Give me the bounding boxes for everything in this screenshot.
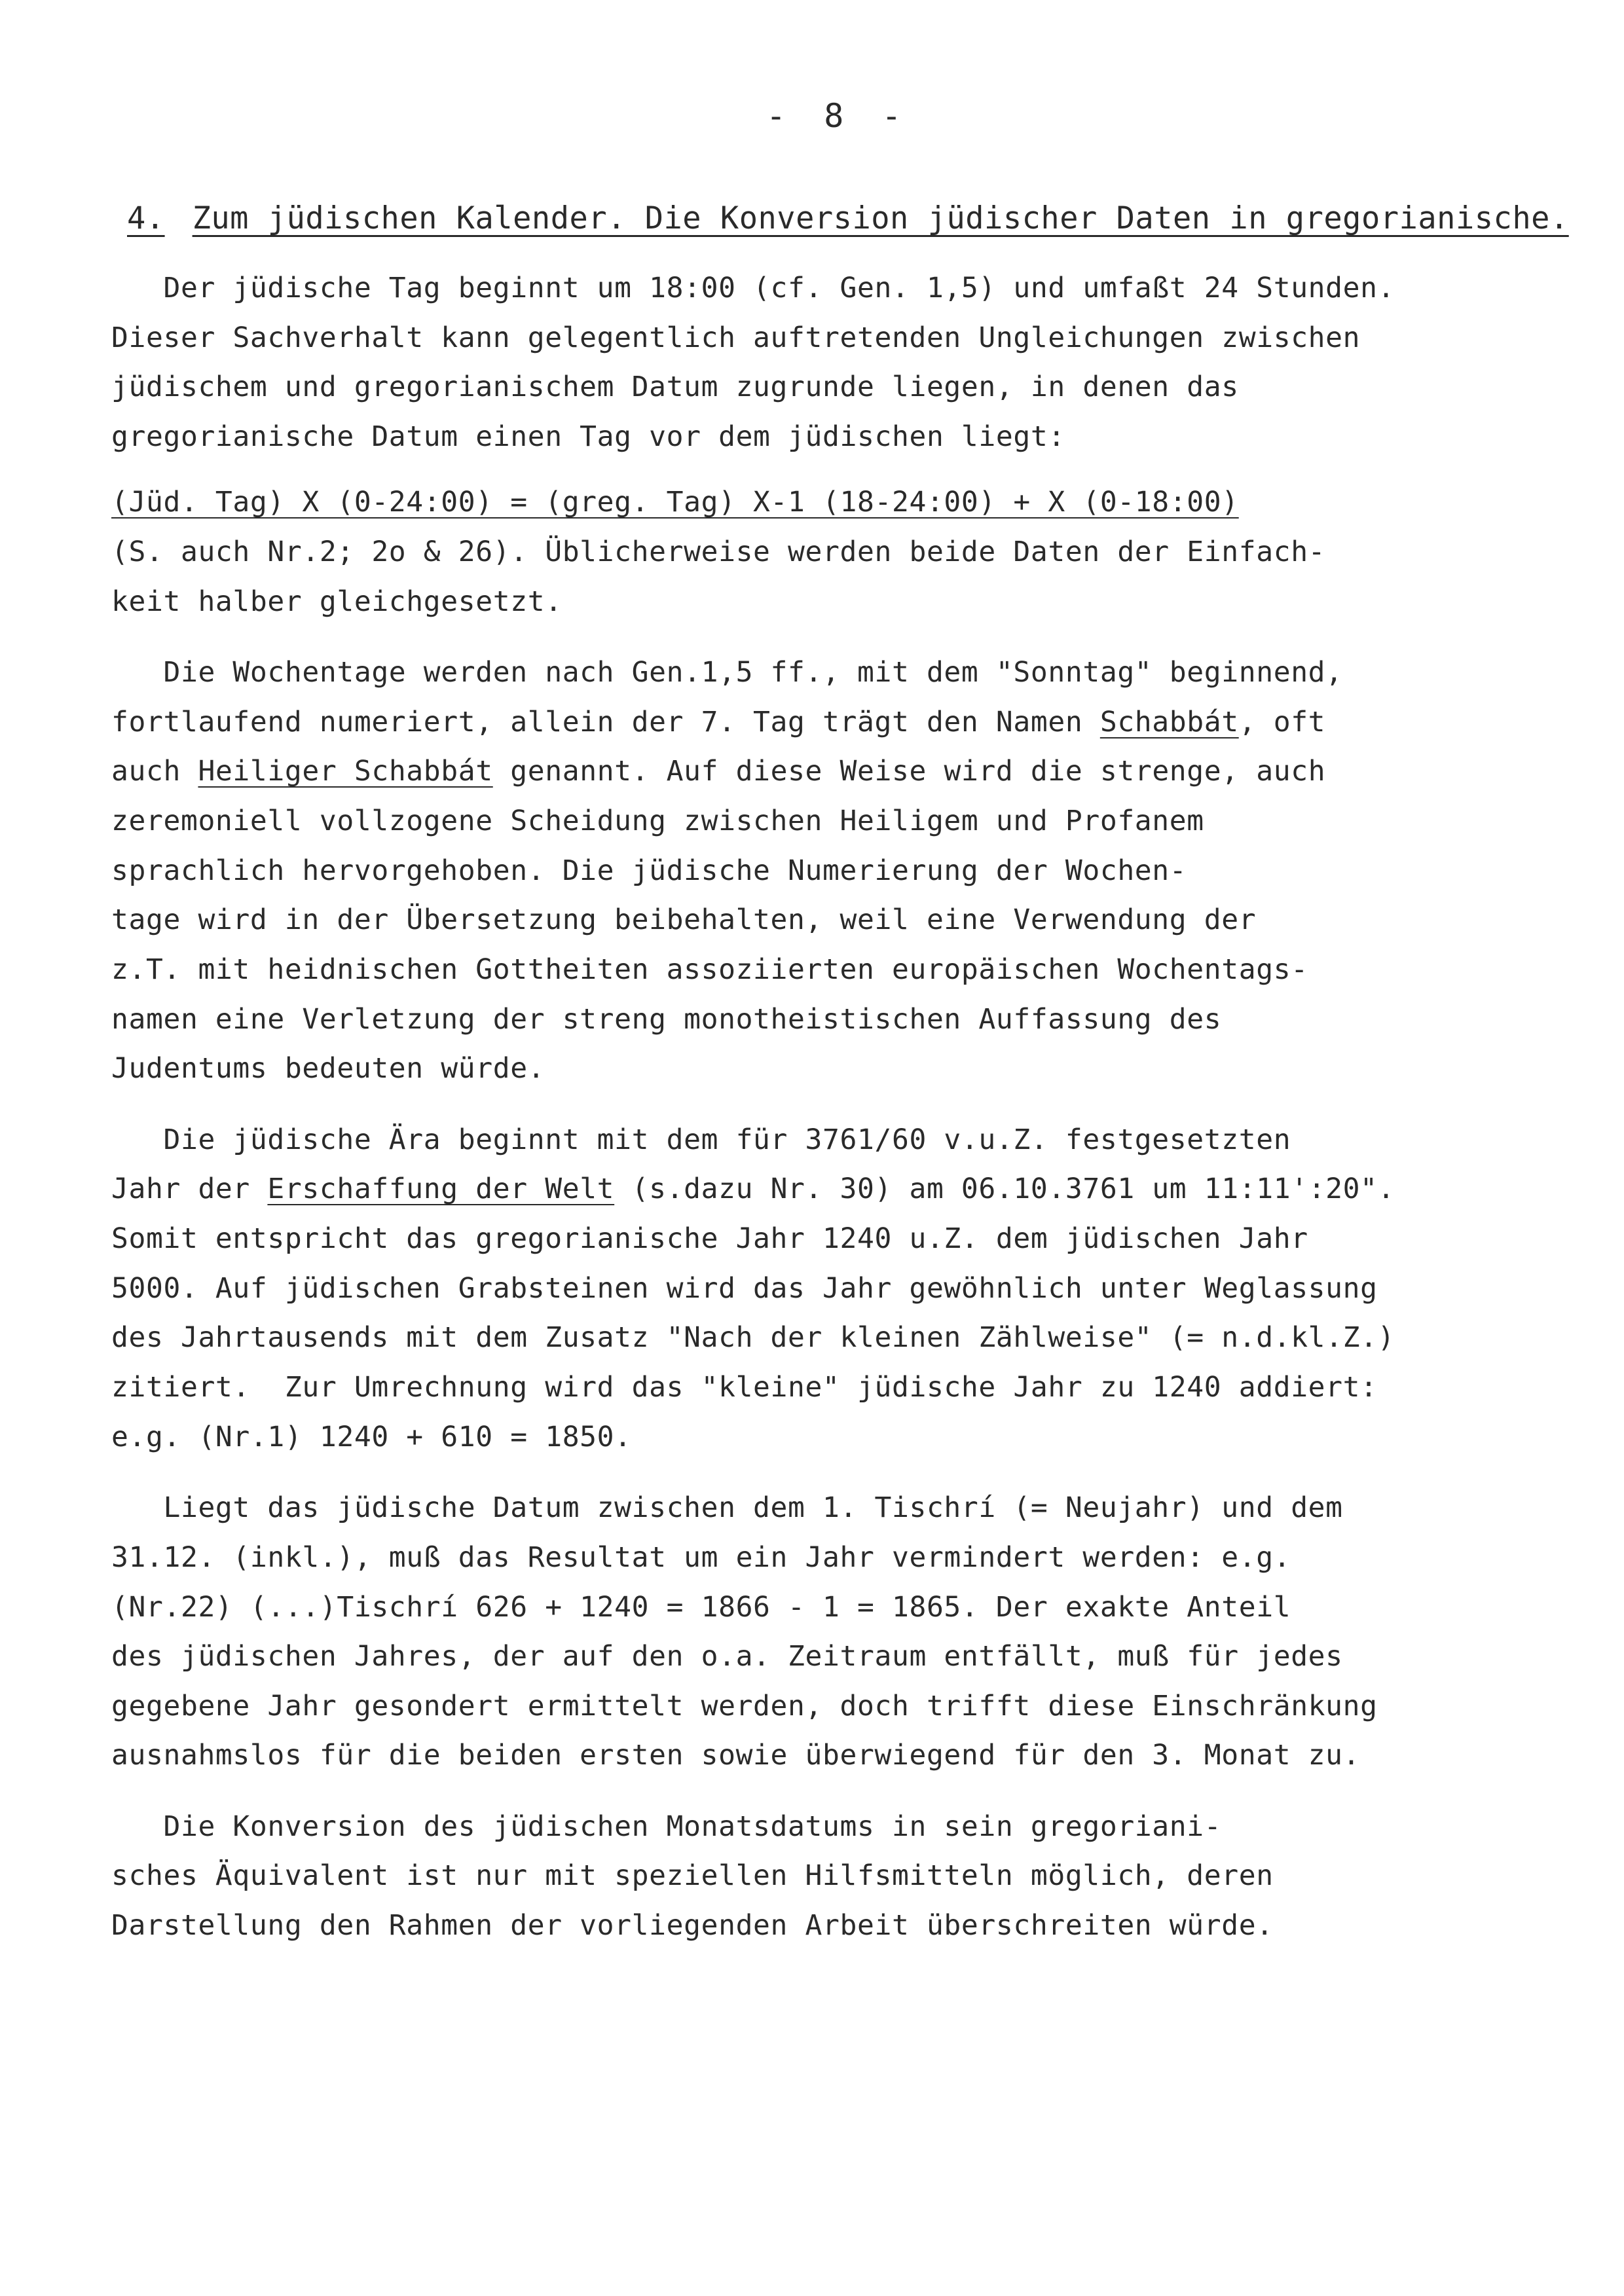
section-heading	[127, 200, 1569, 236]
text-segment: Darstellung den Rahmen der vorliegenden Arbeit überschreiten würde.	[111, 1909, 1274, 1942]
underlined-term: (Jüd. Tag) X (0-24:00) = (greg. Tag) X-1 (18-24:00) + X (0-18:00)	[111, 486, 1239, 519]
text-segment: jüdischem und gregorianischem Datum zugrunde liegen, in denen das	[111, 371, 1239, 403]
text-line	[111, 1003, 1221, 1036]
text-segment: z.T. mit heidnischen Gottheiten assoziierten europäischen Wochentags-	[111, 953, 1308, 986]
text-segment: zitiert. Zur Umrechnung wird das "kleine" jüdische Jahr zu 1240 addiert:	[111, 1371, 1378, 1404]
text-segment: Somit entspricht das gregorianische Jahr 1240 u.Z. dem jüdischen Jahr	[111, 1222, 1308, 1255]
text-line	[111, 1491, 1343, 1524]
text-line	[111, 1272, 1378, 1305]
text-line	[111, 706, 1325, 738]
text-segment: namen eine Verletzung der streng monotheistischen Auffassung des	[111, 1003, 1222, 1036]
text-segment: Jahr der	[111, 1173, 268, 1205]
text-line	[111, 536, 1325, 568]
text-line	[111, 1321, 1395, 1354]
text-segment: ausnahmslos für die beiden ersten sowie überwiegend für den 3. Monat zu.	[111, 1739, 1361, 1772]
text-line	[111, 1859, 1274, 1892]
text-segment: 5000. Auf jüdischen Grabsteinen wird das Jahr gewöhnlich unter Weglassung	[111, 1272, 1378, 1305]
text-line	[111, 1421, 632, 1453]
text-segment: auch	[111, 755, 198, 788]
text-line	[111, 1640, 1343, 1673]
text-line	[111, 1173, 1395, 1205]
text-line	[111, 1591, 1291, 1624]
underlined-term: Erschaffung der Welt	[267, 1173, 615, 1205]
text-line	[111, 585, 563, 618]
text-segment: gregorianische Datum einen Tag vor dem jüdischen liegt:	[111, 420, 1065, 453]
text-line	[111, 1909, 1274, 1942]
text-segment: Der jüdische Tag beginnt um 18:00 (cf. Gen. 1,5) und umfaßt 24 Stunden.	[111, 272, 1395, 304]
text-line	[111, 272, 1395, 304]
text-line	[111, 854, 1187, 887]
text-line	[111, 321, 1360, 354]
text-line	[111, 1222, 1308, 1255]
text-segment: des jüdischen Jahres, der auf den o.a. Zeitraum entfällt, muß für jedes	[111, 1640, 1343, 1673]
text-line	[111, 805, 1204, 837]
text-line	[111, 1739, 1360, 1772]
text-segment: Die Konversion des jüdischen Monatsdatums in sein gregoriani-	[111, 1810, 1222, 1843]
text-segment: Liegt das jüdische Datum zwischen dem 1. Tischrí (= Neujahr) und dem	[111, 1491, 1343, 1524]
text-line	[111, 953, 1308, 986]
text-line	[111, 420, 1065, 453]
text-segment: zeremoniell vollzogene Scheidung zwischen Heiligem und Profanem	[111, 805, 1204, 837]
text-segment: des Jahrtausends mit dem Zusatz "Nach der kleinen Zählweise" (= n.d.kl.Z.)	[111, 1321, 1395, 1354]
text-line	[111, 656, 1343, 689]
text-segment: tage wird in der Übersetzung beibehalten, weil eine Verwendung der	[111, 903, 1257, 936]
text-line	[111, 1371, 1378, 1404]
text-line	[111, 1541, 1291, 1574]
text-segment: e.g. (Nr.1) 1240 + 610 = 1850.	[111, 1421, 632, 1453]
text-line	[111, 903, 1256, 936]
text-line	[111, 371, 1239, 403]
text-segment: Die Wochentage werden nach Gen.1,5 ff., mit dem "Sonntag" beginnend,	[111, 656, 1343, 689]
text-line	[111, 486, 1239, 519]
text-segment: fortlaufend numeriert, allein der 7. Tag trägt den Namen	[111, 706, 1100, 738]
text-segment: sches Äquivalent ist nur mit speziellen Hilfsmitteln möglich, deren	[111, 1859, 1274, 1892]
section-title: Zum jüdischen Kalender. Die Konversion jüdischer Daten in gregorianische.	[192, 200, 1569, 236]
text-segment: genannt. Auf diese Weise wird die strenge, auch	[492, 755, 1326, 788]
text-segment: (s.dazu Nr. 30) am 06.10.3761 um 11:11':20".	[614, 1173, 1395, 1205]
text-line	[111, 755, 1325, 788]
text-segment: keit halber gleichgesetzt.	[111, 585, 563, 618]
text-segment: , oft	[1238, 706, 1326, 738]
text-segment: (S. auch Nr.2; 2o & 26). Üblicherweise werden beide Daten der Einfach-	[111, 536, 1326, 568]
text-line	[111, 1810, 1221, 1843]
text-segment: 31.12. (inkl.), muß das Resultat um ein Jahr vermindert werden: e.g.	[111, 1541, 1291, 1574]
page-number: - 8 -	[766, 97, 911, 135]
text-segment: Die jüdische Ära beginnt mit dem für 3761/60 v.u.Z. festgesetzten	[111, 1123, 1291, 1156]
text-segment: gegebene Jahr gesondert ermittelt werden, doch trifft diese Einschränkung	[111, 1690, 1378, 1722]
underlined-term: Heiliger Schabbát	[198, 755, 493, 788]
text-line	[111, 1690, 1378, 1722]
text-segment: sprachlich hervorgehoben. Die jüdische Numerierung der Wochen-	[111, 854, 1187, 887]
text-line	[111, 1123, 1291, 1156]
section-number: 4.	[127, 200, 165, 236]
underlined-term: Schabbát	[1099, 706, 1239, 738]
text-segment: Dieser Sachverhalt kann gelegentlich auftretenden Ungleichungen zwischen	[111, 321, 1361, 354]
text-line	[111, 1052, 545, 1085]
text-segment: Judentums bedeuten würde.	[111, 1052, 545, 1085]
text-segment: (Nr.22) (...)Tischrí 626 + 1240 = 1866 - 1 = 1865. Der exakte Anteil	[111, 1591, 1291, 1624]
